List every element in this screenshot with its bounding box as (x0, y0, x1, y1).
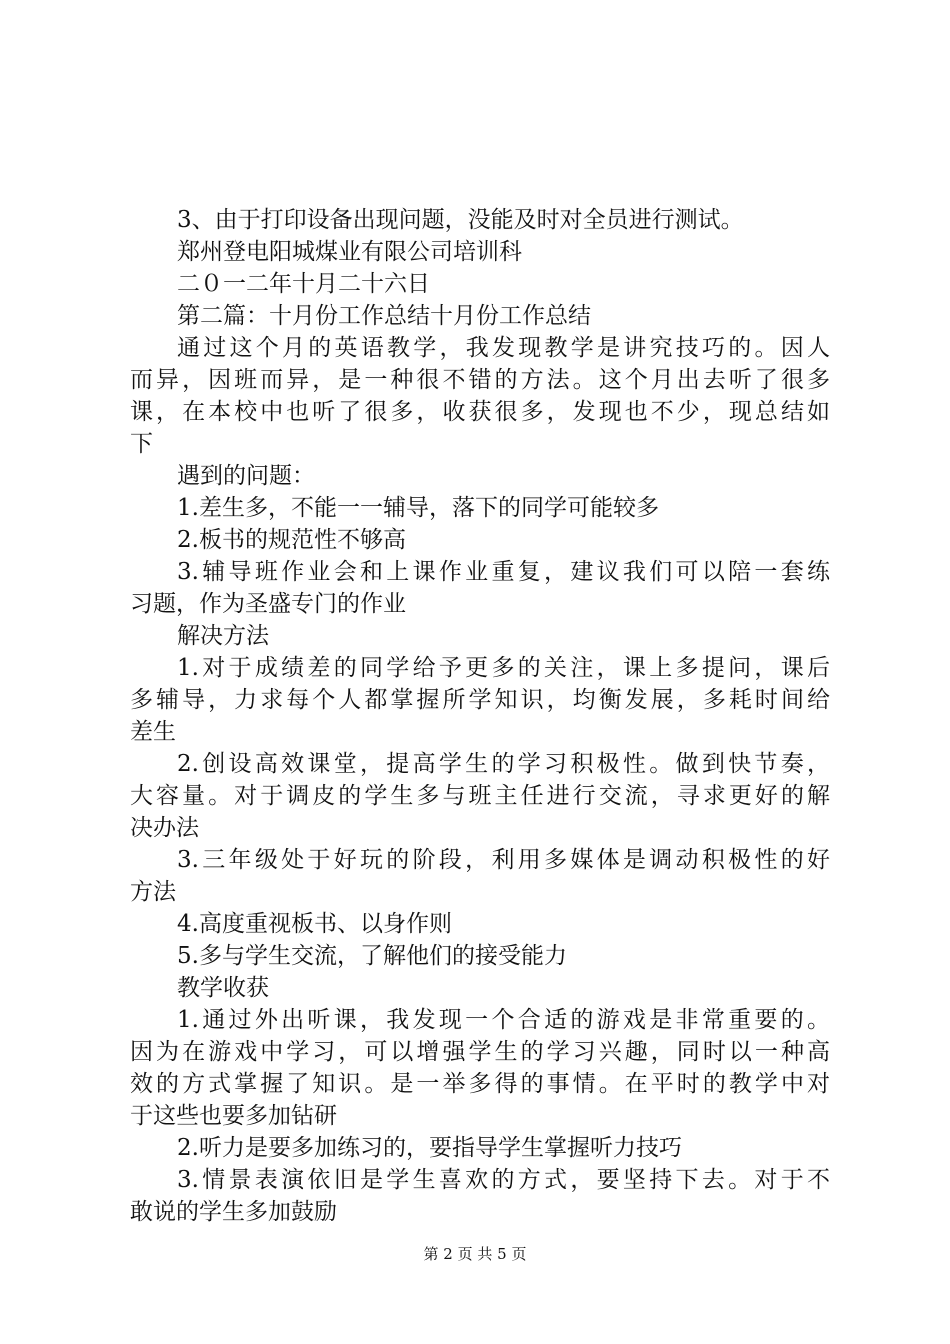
text-line: 教学收获 (177, 975, 269, 1001)
text-line: 二０一二年十月二十六日 (177, 271, 430, 297)
text-line: 决办法 (130, 815, 199, 841)
text-line: 敢说的学生多加鼓励 (130, 1199, 337, 1225)
text-line: 方法 (130, 879, 176, 905)
page-footer: 第 2 页 共 5 页 (423, 1245, 527, 1263)
text-line: 3.辅导班作业会和上课作业重复，建议我们可以陪一套练 (177, 559, 830, 585)
document-body (130, 204, 830, 1228)
text-line: 解决方法 (177, 623, 269, 649)
text-line: 3、由于打印设备出现问题，没能及时对全员进行测试。 (177, 207, 744, 233)
text-line: 因为在游戏中学习，可以增强学生的学习兴趣，同时以一种高 (130, 1039, 830, 1065)
text-line: 1.差生多，不能一一辅导，落下的同学可能较多 (177, 495, 659, 521)
text-line: 多辅导，力求每个人都掌握所学知识，均衡发展，多耗时间给 (130, 687, 830, 713)
text-line: 3.情景表演依旧是学生喜欢的方式，要坚持下去。对于不 (177, 1167, 830, 1193)
text-line: 习题，作为圣盛专门的作业 (130, 591, 406, 617)
text-line: 5.多与学生交流，了解他们的接受能力 (177, 943, 567, 969)
text-line: 2.创设高效课堂，提高学生的学习积极性。做到快节奏， (177, 751, 830, 777)
text-line: 下 (130, 431, 153, 457)
text-line: 第二篇：十月份工作总结十月份工作总结 (177, 303, 591, 329)
text-line: 1.通过外出听课，我发现一个合适的游戏是非常重要的。 (177, 1007, 830, 1033)
text-line: 4.高度重视板书、以身作则 (177, 911, 452, 937)
text-line: 而异，因班而异，是一种很不错的方法。这个月出去听了很多 (130, 367, 830, 393)
text-line: 2.听力是要多加练习的，要指导学生掌握听力技巧 (177, 1135, 682, 1161)
text-line: 差生 (130, 719, 176, 745)
text-line: 于这些也要多加钻研 (130, 1103, 337, 1129)
text-line: 3.三年级处于好玩的阶段，利用多媒体是调动积极性的好 (177, 847, 830, 873)
text-line: 1.对于成绩差的同学给予更多的关注，课上多提问，课后 (177, 655, 830, 681)
text-line: 课，在本校中也听了很多，收获很多，发现也不少，现总结如 (130, 399, 830, 425)
text-line: 效的方式掌握了知识。是一举多得的事情。在平时的教学中对 (130, 1071, 830, 1097)
text-line: 郑州登电阳城煤业有限公司培训科 (177, 239, 522, 265)
text-line: 通过这个月的英语教学，我发现教学是讲究技巧的。因人 (177, 335, 830, 361)
text-line: 大容量。对于调皮的学生多与班主任进行交流，寻求更好的解 (130, 783, 830, 809)
text-line: 遇到的问题： (177, 463, 315, 489)
text-line: 2.板书的规范性不够高 (177, 527, 406, 553)
